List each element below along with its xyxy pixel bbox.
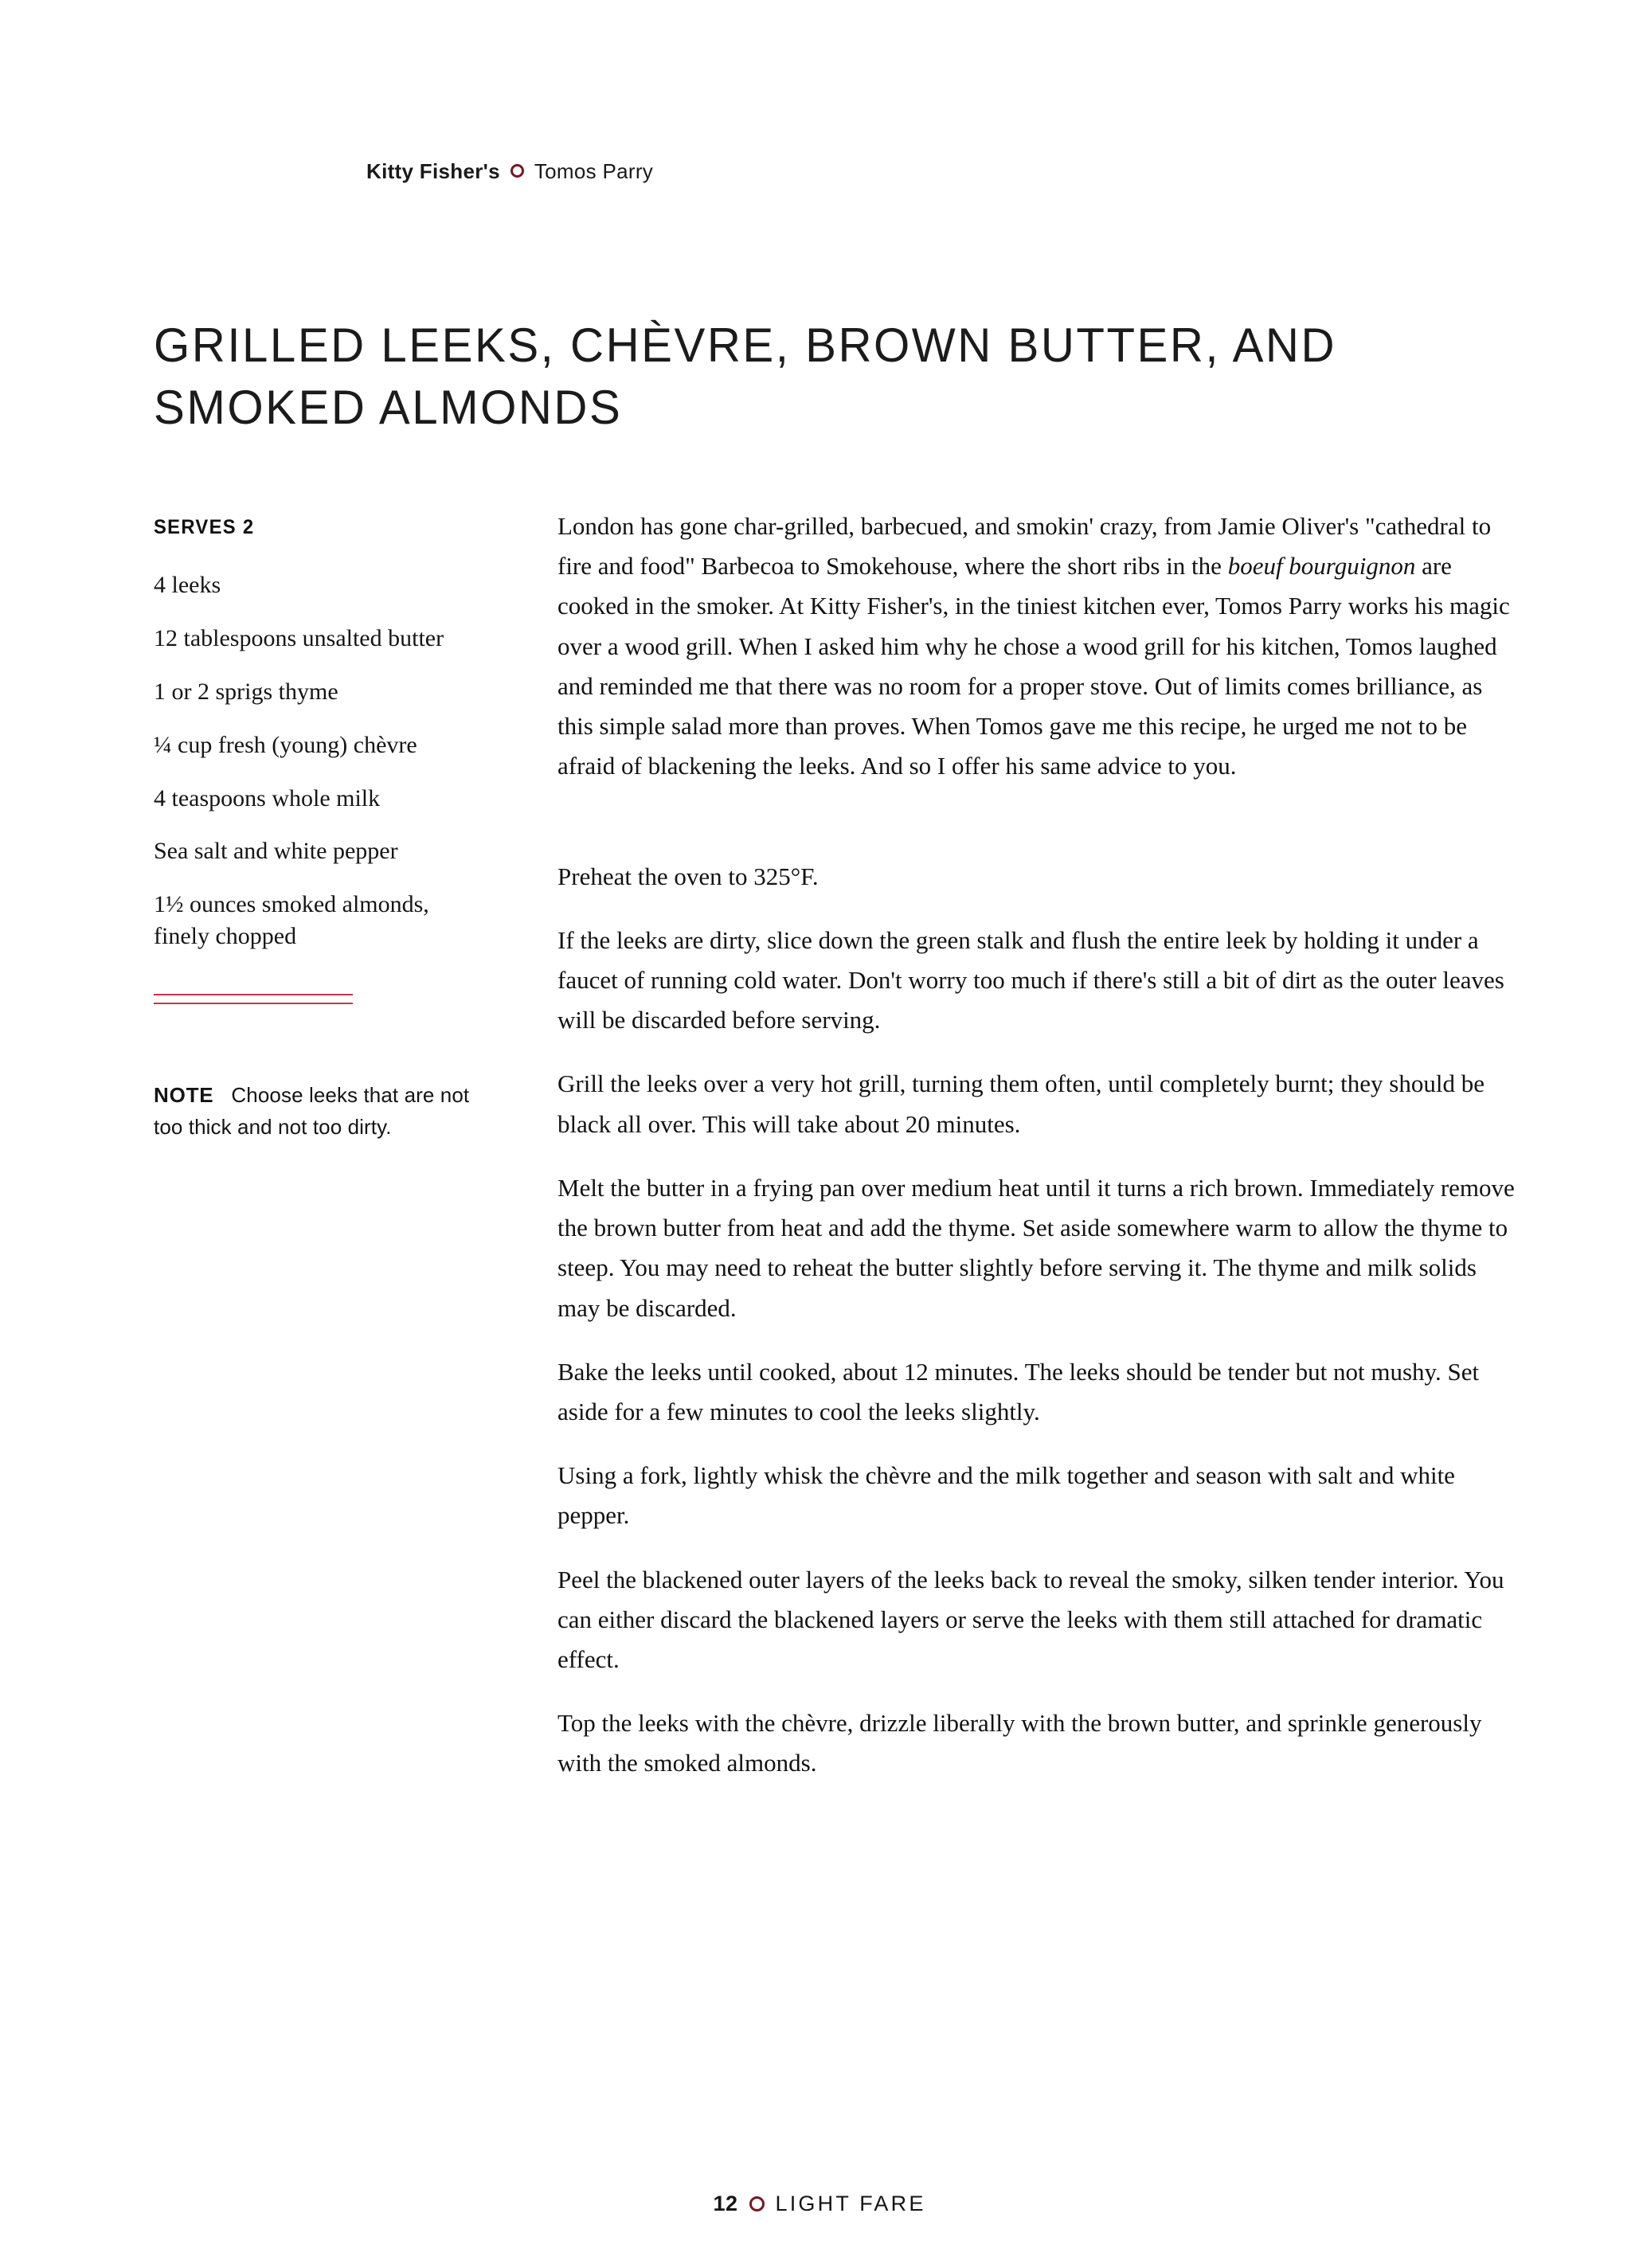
list-item: 1½ ounces smoked almonds, finely chopped	[154, 891, 429, 950]
ingredients-list	[154, 569, 504, 952]
recipe-body	[557, 506, 1517, 1808]
list-item: 4 leeks	[154, 572, 221, 598]
intro-paragraph	[557, 506, 1517, 787]
circle-outline-icon	[749, 2196, 765, 2211]
running-head	[366, 159, 653, 184]
ingredients-sidebar	[154, 516, 504, 1144]
list-item: 12 tablespoons unsalted butter	[154, 624, 444, 651]
list-item: 4 teaspoons whole milk	[154, 784, 381, 811]
step-paragraph: Peel the blackened outer layers of the leeks back to reveal the smoky, silken tender interior. You can either discard the blackened layers or serve the leeks with them still attached for dramatic effect.	[557, 1565, 1504, 1674]
running-head-chef: Tomos Parry	[534, 159, 654, 183]
step-paragraph: Top the leeks with the chèvre, drizzle liberally with the brown butter, and sprinkle generously with the smoked almonds.	[557, 1709, 1482, 1777]
list-item: 1 or 2 sprigs thyme	[154, 678, 338, 705]
rule-gap	[154, 995, 353, 1003]
page-title: GRILLED LEEKS, CHÈVRE, BROWN BUTTER, AND SMOKED ALMONDS	[154, 319, 1337, 435]
step-paragraph: Bake the leeks until cooked, about 12 minutes. The leeks should be tender but not mushy. Set aside for a few minutes to cool the leeks slightly.	[557, 1357, 1480, 1425]
list-item: Sea salt and white pepper	[154, 838, 398, 865]
page-footer	[0, 2192, 1639, 2216]
note-text: Choose leeks that are not too thick and not too dirty.	[154, 1083, 470, 1139]
note-label: NOTE	[154, 1083, 214, 1108]
step-paragraph: Using a fork, lightly whisk the chèvre and the milk together and season with salt and white pepper.	[557, 1461, 1455, 1530]
section-name: LIGHT FARE	[775, 2192, 926, 2215]
circle-outline-icon	[510, 164, 524, 178]
step-paragraph: Preheat the oven to 325°F.	[557, 862, 819, 890]
step-paragraph: Grill the leeks over a very hot grill, turning them often, until completely burnt; they should be black all over. This will take about 20 minutes.	[557, 1069, 1484, 1138]
serves-label: SERVES 2	[154, 516, 255, 538]
page-number: 12	[713, 2192, 738, 2215]
rule-line-bottom	[154, 1003, 353, 1004]
decorative-double-rule	[154, 994, 353, 1004]
step-paragraph: Melt the butter in a frying pan over medium heat until it turns a rich brown. Immediately remove the brown butter from heat and add the thyme. Set aside somewhere warm to allow the thyme to steep. You may need to reheat the butter slightly before serving it. The thyme and milk solids may be discarded.	[557, 1173, 1515, 1322]
intro-part-1: London has gone char-grilled, barbecued, and smokin' crazy, from Jamie Oliver's "cathedral to fire and food" Barbecoa to Smokehouse, where the short ribs in the	[557, 512, 1492, 581]
list-item: ¼ cup fresh (young) chèvre	[154, 731, 417, 758]
intro-italic-phrase: boeuf bourguignon	[1227, 552, 1416, 581]
step-paragraph: If the leeks are dirty, slice down the green stalk and flush the entire leek by holding it under a faucet of running cold water. Don't worry too much if there's still a bit of dirt as the outer leaves will be discarded before serving.	[557, 925, 1504, 1034]
running-head-venue: Kitty Fisher's	[366, 159, 500, 183]
intro-part-2: are cooked in the smoker. At Kitty Fisher's, in the tiniest kitchen ever, Tomos Parry works his magic over a wood grill. When I asked him why he chose a wood grill for his kitchen, Tomos laughed and reminded me that there was no room for a proper stove. Out of limits comes brilliance, as this simple salad more than proves. When Tomos gave me this recipe, he urged me not to be afraid of blackening the leeks. And so I offer his same advice to you.	[557, 552, 1510, 780]
note-block	[154, 1080, 480, 1144]
